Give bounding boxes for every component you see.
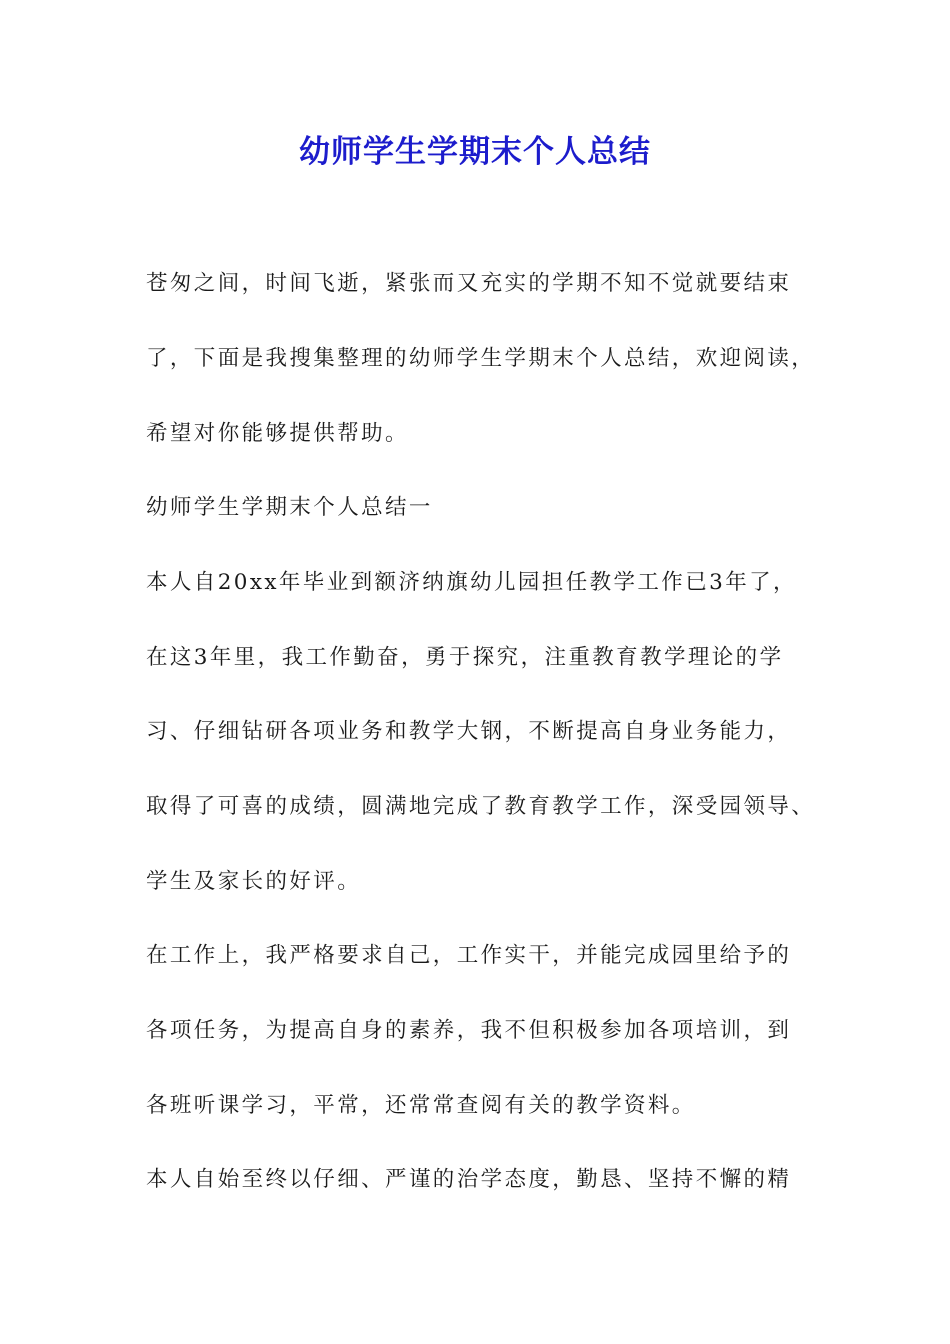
text-line: 习、仔细钻研各项业务和教学大钢，不断提高自身业务能力，	[146, 719, 792, 744]
text-line: 取得了可喜的成绩，圆满地完成了教育教学工作，深受园领导、	[146, 794, 816, 819]
document-title: 幼师学生学期末个人总结	[299, 134, 651, 170]
text-line: 在工作上，我严格要求自己，工作实干，并能完成园里给予的	[146, 943, 792, 968]
text-line: 了，下面是我搜集整理的幼师学生学期末个人总结，欢迎阅读，	[146, 346, 816, 371]
text-line: 各班听课学习，平常，还常常查阅有关的教学资料。	[146, 1093, 696, 1118]
text-line: 苍匆之间，时间飞逝，紧张而又充实的学期不知不觉就要结束	[146, 271, 792, 296]
text-line: 本人自20xx年毕业到额济纳旗幼儿园担任教学工作已3年了，	[146, 570, 797, 595]
text-line: 本人自始至终以仔细、严谨的治学态度，勤恳、坚持不懈的精	[146, 1167, 792, 1192]
text-line: 在这3年里，我工作勤奋，勇于探究，注重教育教学理论的学	[146, 645, 784, 670]
text-line: 学生及家长的好评。	[146, 869, 362, 894]
section-heading: 幼师学生学期末个人总结一	[146, 495, 433, 520]
text-line: 各项任务，为提高自身的素养，我不但积极参加各项培训，到	[146, 1018, 792, 1043]
text-line: 希望对你能够提供帮助。	[146, 421, 409, 446]
